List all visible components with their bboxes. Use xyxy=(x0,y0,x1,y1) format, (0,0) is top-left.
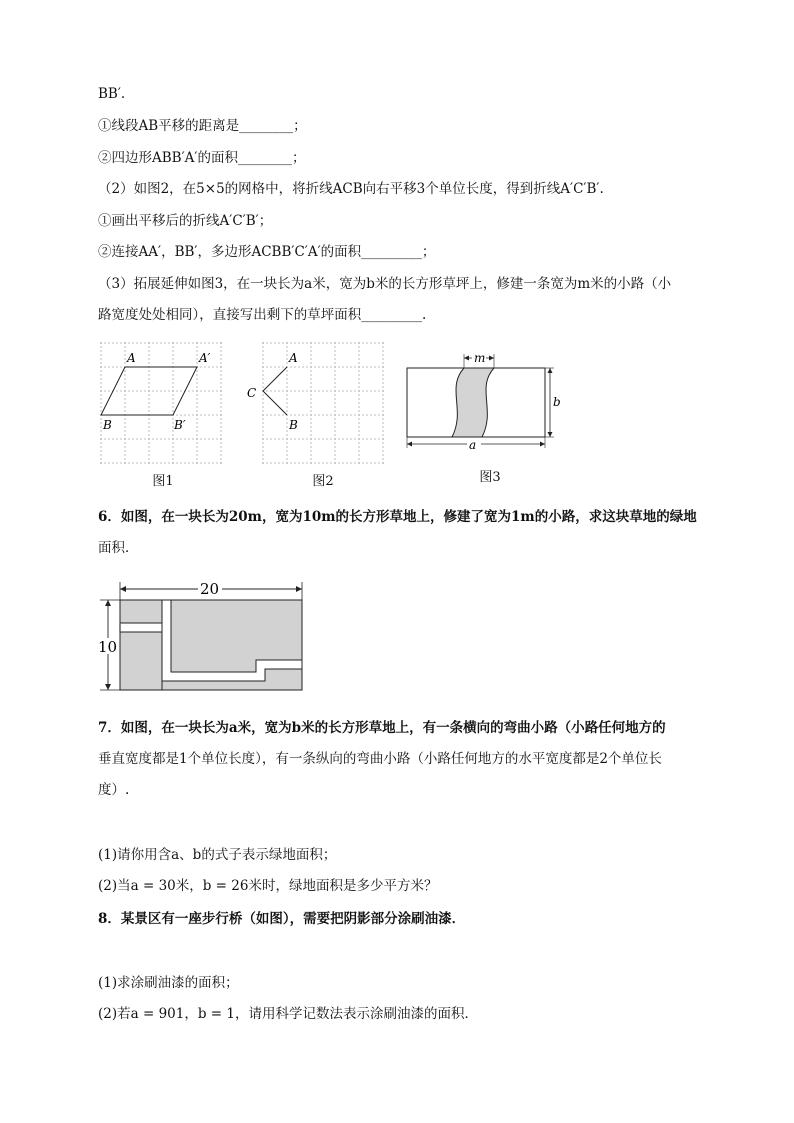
label-A-prime: A′ xyxy=(199,351,211,365)
label-B: B xyxy=(289,418,298,432)
label-B-prime: B′ xyxy=(174,418,186,432)
line-16: (1)求涂刷油漆的面积； xyxy=(98,975,239,991)
line-0: BB′. xyxy=(98,86,126,102)
fig1-caption: 图1 xyxy=(152,474,174,489)
fig3-caption: 图3 xyxy=(479,470,501,485)
line-5: ②连接AA′，BB′，多边形ACBB′C′A′的面积_________； xyxy=(98,244,436,260)
line-15: 8．某景区有一座步行桥（如图），需要把阴影部分涂刷油漆． xyxy=(98,911,466,927)
figure-6 xyxy=(96,578,308,694)
line-8: 6．如图，在一块长为20m，宽为10m的长方形草地上，修建了宽为1m的小路，求这块草地的绿地 xyxy=(98,509,697,525)
label-m: m xyxy=(474,351,486,365)
label-A: A xyxy=(289,351,298,365)
label-b: b xyxy=(553,395,561,409)
line-14: (2)当a = 30米，b = 26米时，绿地面积是多少平方米？ xyxy=(98,878,438,894)
line-4: ①画出平移后的折线A′C′B′； xyxy=(98,213,273,229)
figure-2 xyxy=(244,342,384,464)
label-10: 10 xyxy=(98,638,118,656)
line-17: (2)若a = 901，b = 1，请用科学记数法表示涂刷油漆的面积． xyxy=(98,1006,478,1022)
line-12: 度）. xyxy=(98,782,130,798)
figure-1 xyxy=(100,342,224,464)
line-7: 路宽度处处相同），直接写出剩下的草坪面积_________. xyxy=(98,307,427,323)
line-2: ②四边形ABB′A′的面积________； xyxy=(98,150,306,166)
line-9: 面积． xyxy=(98,540,139,556)
label-B: B xyxy=(103,418,112,432)
line-1: ①线段AB平移的距离是________； xyxy=(98,118,307,134)
figure-3 xyxy=(404,350,564,456)
line-11: 垂直宽度都是1个单位长度），有一条纵向的弯曲小路（小路任何地方的水平宽度都是2个单位长 xyxy=(98,751,662,767)
line-3: （2）如图2，在5×5的网格中，将折线ACB向右平移3个单位长度，得到折线A′C′B′. xyxy=(98,181,604,197)
line-6: （3）拓展延伸如图3，在一块长为a米，宽为b米的长方形草坪上，修建一条宽为m米的小路（小 xyxy=(98,276,672,292)
line-13: (1)请你用含a、b的式子表示绿地面积； xyxy=(98,847,337,863)
fig2-caption: 图2 xyxy=(312,474,334,489)
label-C: C xyxy=(247,386,257,400)
label-20: 20 xyxy=(200,580,220,598)
line-10: 7．如图，在一块长为a米，宽为b米的长方形草地上，有一条横向的弯曲小路（小路任何地方的 xyxy=(98,720,666,736)
label-A: A xyxy=(127,351,136,365)
label-a: a xyxy=(469,438,477,452)
